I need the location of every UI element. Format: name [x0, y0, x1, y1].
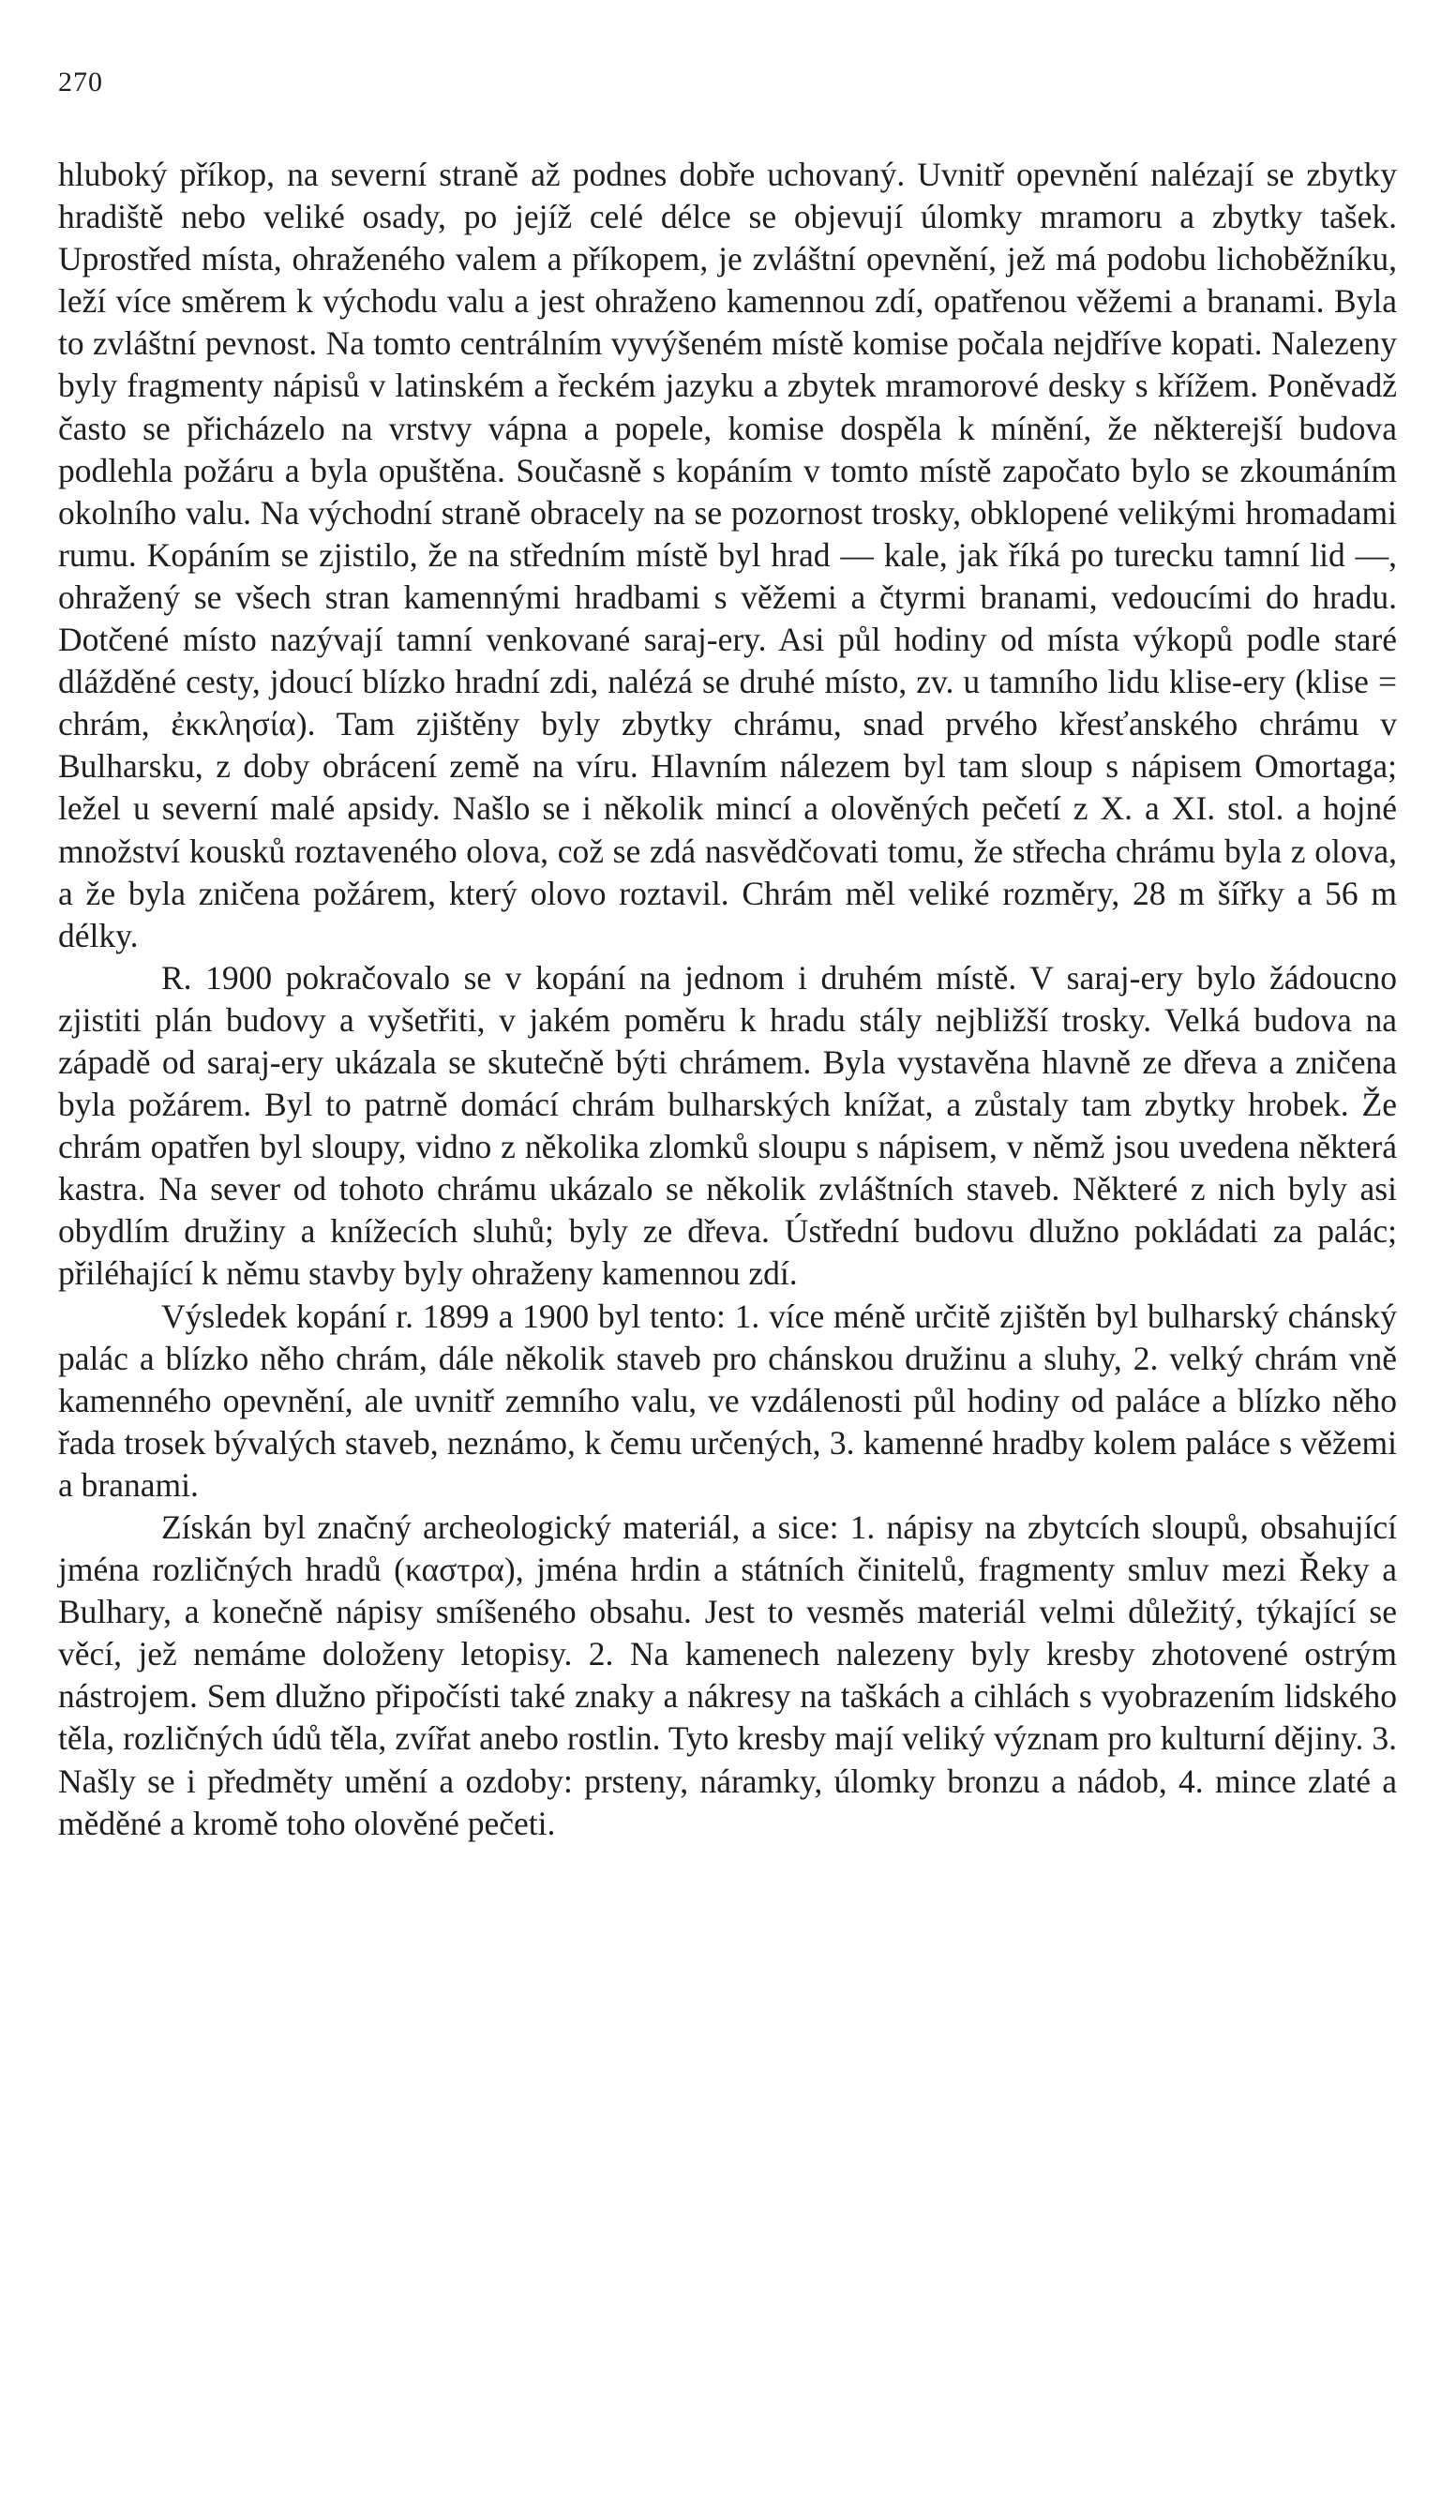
paragraph-4: Získán byl značný archeologický materiál, a sice: 1. nápisy na zbytcích sloupů, obsahující jména rozličných hradů (καστρα), jména hrdin a státních činitelů, fragmenty smluv mezi Řeky a Bulhary, a konečně nápisy smíšeného obsahu. Jest to vesměs materiál velmi důležitý, týkající se věcí, jež nemáme doloženy letopisy. 2. Na kamenech nalezeny byly kresby zhotovené ostrým nástrojem. Sem dlužno připočísti také znaky a nákresy na taškách a cihlách s vyobrazením lidského těla, rozličných údů těla, zvířat anebo rostlin. Tyto kresby mají veliký význam pro kulturní dějiny. 3. Našly se i předměty umění a ozdoby: prsteny, náramky, úlomky bronzu a nádob, 4. mince zlaté a měděné a kromě toho olověné pečeti. — [58, 1508, 1397, 1842]
page-number: 270 — [58, 67, 103, 98]
paragraph-3: Výsledek kopání r. 1899 a 1900 byl tento: 1. více méně určitě zjištěn byl bulharský chánský palác a blízko něho chrám, dále několik staveb pro chánskou družinu a sluhy, 2. velký chrám vně kamenného opevnění, ale uvnitř zemního valu, ve vzdálenosti půl hodiny od paláce a blízko něho řada trosek bývalých staveb, neznámo, k čemu určených, 3. kamenné hradby kolem paláce s věžemi a branami. — [58, 1297, 1397, 1504]
paragraph-2: R. 1900 pokračovalo se v kopání na jednom i druhém místě. V saraj-ery bylo žádoucno zjistiti plán budovy a vyšetřiti, v jakém poměru k hradu stály nejbližší trosky. Velká budova na západě od saraj-ery ukázala se skutečně býti chrámem. Byla vystavěna hlavně ze dřeva a zničena byla požárem. Byl to patrně domácí chrám bulharských knížat, a zůstaly tam zbytky hrobek. Že chrám opatřen byl sloupy, vidno z několika zlomků sloupu s nápisem, v němž jsou uvedena některá kastra. Na sever od tohoto chrámu ukázalo se několik zvláštních staveb. Některé z nich byly asi obydlím družiny a knížecích sluhů; byly ze dřeva. Ústřední budovu dlužno pokládati za palác; přiléhající k němu stavby byly ohraženy kamennou zdí. — [58, 958, 1397, 1293]
page-body — [58, 154, 1397, 1845]
paragraph-1: hluboký příkop, na severní straně až podnes dobře uchovaný. Uvnitř opevnění nalézají se zbytky hradiště nebo veliké osady, po jejíž celé délce se objevují úlomky mramoru a zbytky tašek. Uprostřed místa, ohraženého valem a příkopem, je zvláštní opevnění, jež má podobu lichoběžníku, leží více směrem k východu valu a jest ohraženo kamennou zdí, opatřenou věžemi a branami. Byla to zvláštní pevnost. Na tomto centrálním vyvýšeném místě komise počala nejdříve kopati. Nalezeny byly fragmenty nápisů v latinském a řeckém jazyku a zbytek mramorové desky s křížem. Poněvadž často se přicházelo na vrstvy vápna a popele, komise dospěla k mínění, že některejší budova podlehla požáru a byla opuštěna. Současně s kopáním v tomto místě započato bylo se zkoumáním okolního valu. Na východní straně obracely na se pozornost trosky, obklopené velikými hromadami rumu. Kopáním se zjistilo, že na středním místě byl hrad — kale, jak říká po turecku tamní lid —, ohražený se všech stran kamennými hradbami s věžemi a čtyrmi branami, vedoucími do hradu. Dotčené místo nazývají tamní venkované saraj-ery. Asi půl hodiny od místa výkopů podle staré dlážděné cesty, jdoucí blízko hradní zdi, nalézá se druhé místo, zv. u tamního lidu klise-ery (klise = chrám, ἐκκλησία). Tam zjištěny byly zbytky chrámu, snad prvého křesťanského chrámu v Bulharsku, z doby obrácení země na víru. Hlavním nálezem byl tam sloup s nápisem Omortaga; ležel u severní malé apsidy. Našlo se i několik mincí a olověných pečetí z X. a XI. stol. a hojné množství kousků roztaveného olova, což se zdá nasvědčovati tomu, že střecha chrámu byla z olova, a že byla zničena požárem, který olovo roztavil. Chrám měl veliké rozměry, 28 m šířky a 56 m délky. — [58, 156, 1397, 954]
